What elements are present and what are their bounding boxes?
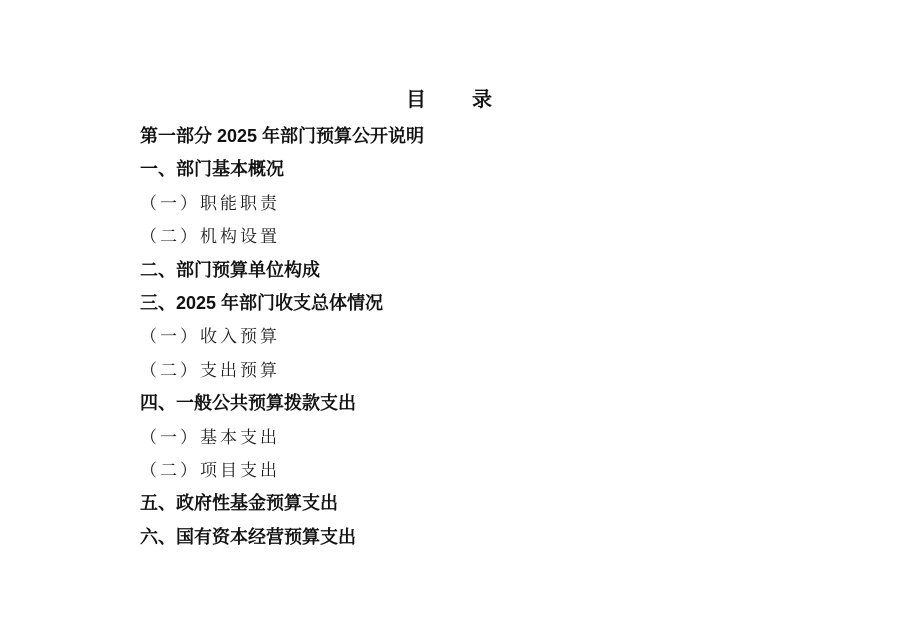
toc-entry-section-6: 六、国有资本经营预算支出 [140,526,356,547]
toc-entry-section-2: 二、部门预算单位构成 [140,259,320,280]
toc-title: 目 录 [406,89,494,111]
toc-entry-section-4-sub-1: （一）基本支出 [140,427,280,447]
toc-entry-section-4-sub-2: （二）项目支出 [140,460,280,480]
toc-entry-section-3-sub-1: （一）收入预算 [140,327,280,347]
toc-list [140,120,780,554]
toc-entry-section-1-sub-1: （一）职能职责 [140,193,280,213]
toc-entry-section-3-sub-2: （二）支出预算 [140,360,280,380]
toc-entry-section-5: 五、政府性基金预算支出 [140,493,338,514]
toc-entry-section-1-sub-2: （二）机构设置 [140,227,280,247]
toc-entry-part-1: 第一部分 2025 年部门预算公开说明 [140,126,425,146]
toc-entry-section-4: 四、一般公共预算拨款支出 [140,393,356,414]
toc-entry-section-1: 一、部门基本概况 [140,159,284,180]
toc-entry-section-3: 三、2025 年部门收支总体情况 [140,292,384,313]
